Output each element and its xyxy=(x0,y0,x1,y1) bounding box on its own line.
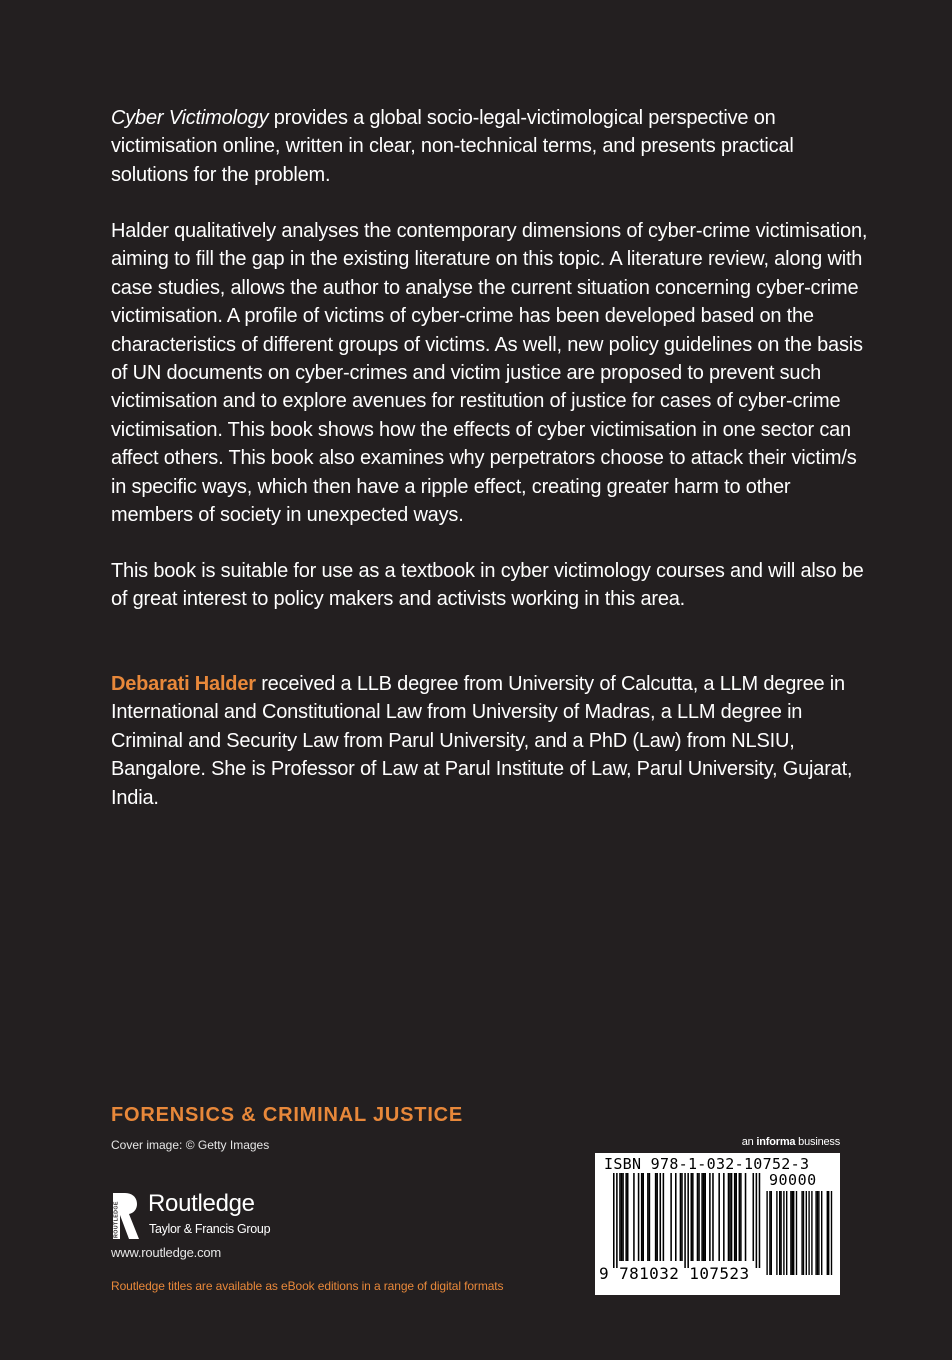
barcode-bar xyxy=(723,1173,725,1261)
informa-brand: informa xyxy=(756,1136,796,1148)
cover-credit: Cover image: © Getty Images xyxy=(111,1138,270,1152)
barcode-bar xyxy=(642,1173,644,1261)
author-bio xyxy=(111,670,871,812)
barcode-bar xyxy=(718,1173,720,1261)
barcode-bar xyxy=(739,1173,741,1261)
isbn-barcode xyxy=(595,1153,840,1295)
routledge-mark-icon xyxy=(111,1192,141,1240)
isbn-text: ISBN 978-1-032-10752-3 xyxy=(604,1155,810,1173)
barcode-bar xyxy=(675,1173,677,1261)
routledge-vertical-mark: ROUTLEDGE xyxy=(113,1201,120,1238)
barcode-addon-number: 90000 xyxy=(769,1171,817,1189)
barcode-bar xyxy=(745,1173,747,1261)
ean-digits: 9 781032 107523 xyxy=(599,1264,750,1283)
addon-bar xyxy=(808,1191,809,1275)
barcode-bar xyxy=(735,1173,737,1261)
barcode-bar xyxy=(621,1173,623,1261)
barcode-bar xyxy=(756,1173,758,1268)
ebook-note: Routledge titles are available as eBook editions in a range of digital formats xyxy=(111,1279,504,1293)
addon-bar xyxy=(779,1191,780,1275)
addon-bar xyxy=(769,1191,770,1275)
author-name: Debarati Halder xyxy=(111,673,256,695)
subject-category: FORENSICS & CRIMINAL JUSTICE xyxy=(111,1104,464,1126)
addon-bar xyxy=(815,1191,816,1275)
informa-prefix: an xyxy=(741,1136,757,1148)
barcode-bar xyxy=(691,1173,693,1261)
barcode-bar xyxy=(684,1173,686,1268)
barcode-bar xyxy=(655,1173,657,1261)
blurb-paragraph-2: Halder qualitatively analyses the contemporary dimensions of cyber-crime victimisation, aiming to fill the gap in the existing literature on this topic. A literature review, along with case studies, allows the author to analyse the current situation concerning cyber-crime victimisation. A profile of victims of cyber-crime has been developed based on the characteristics of different groups of victims. As well, new policy guidelines on the basis of UN documents on cyber-crimes and victim justice are proposed to prevent such victimisation and to explore avenues for restitution of justice for cases of cyber-crime victimisation. This book shows how the effects of cyber victimisation in one sector can affect others. This book also examines why perpetrators choose to attack their victim/s in specific ways, which then have a ripple effect, creating greater harm to other members of society in unexpected ways. xyxy=(111,220,868,527)
barcode-bar xyxy=(616,1173,618,1268)
blurb-paragraph-3: This book is suitable for use as a textbook in cyber victimology courses and will also be of great interest to policy makers and activists working in this area. xyxy=(111,560,864,611)
barcode-bar xyxy=(759,1173,761,1268)
addon-bar xyxy=(793,1191,794,1275)
addon-bar xyxy=(776,1191,777,1275)
addon-bar xyxy=(831,1191,832,1275)
barcode-bar xyxy=(692,1173,694,1261)
barcode-bar xyxy=(647,1173,649,1261)
barcode-bar xyxy=(704,1173,706,1261)
addon-bar xyxy=(790,1191,791,1275)
publisher-group: Taylor & Francis Group xyxy=(149,1222,271,1236)
book-title: Cyber Victimology xyxy=(111,107,269,129)
barcode-bar xyxy=(712,1173,714,1261)
barcode-bar xyxy=(687,1173,689,1268)
barcode-bar xyxy=(613,1173,615,1268)
barcode-bar xyxy=(731,1173,733,1261)
addon-bar xyxy=(786,1191,787,1275)
addon-bar xyxy=(821,1191,822,1275)
publisher-website: www.routledge.com xyxy=(111,1245,222,1260)
addon-bar xyxy=(811,1191,812,1275)
barcode-bar xyxy=(649,1173,651,1261)
barcode-bar xyxy=(734,1173,736,1261)
barcode-bar xyxy=(641,1173,643,1261)
barcode-bar xyxy=(697,1173,699,1261)
routledge-logo xyxy=(111,1192,291,1242)
addon-bar xyxy=(801,1191,802,1275)
barcode-bar xyxy=(703,1173,705,1261)
barcode-bar xyxy=(625,1173,627,1261)
barcode-bar xyxy=(698,1173,700,1261)
barcode-bar xyxy=(681,1173,683,1261)
barcode-bar xyxy=(740,1173,742,1261)
barcode-bar xyxy=(633,1173,635,1261)
barcode-bar xyxy=(619,1173,621,1261)
author-bio-text: received a LLB degree from University of Calcutta, a LLM degree in International and Constitutional Law from University of Madras, a LLM degree in Criminal and Security Law from Parul University, and a PhD (Law) from NLSIU, Bangalore. She is Professor of Law at Parul Institute of Law, Parul University, Gujarat, India. xyxy=(111,673,853,809)
addon-bar xyxy=(828,1191,829,1275)
blurb-paragraph-1 xyxy=(111,104,871,189)
informa-suffix: business xyxy=(795,1136,840,1148)
addon-bar xyxy=(792,1191,793,1275)
addon-bar xyxy=(818,1191,819,1275)
barcode-bar xyxy=(660,1173,662,1261)
addon-bar xyxy=(817,1191,818,1275)
addon-bar xyxy=(796,1191,797,1275)
barcode-bar xyxy=(663,1173,665,1261)
barcode-bar xyxy=(627,1173,629,1261)
barcode-bar xyxy=(638,1173,640,1261)
addon-bar xyxy=(766,1191,767,1275)
barcode-bar xyxy=(728,1173,730,1261)
barcode-bar xyxy=(729,1173,731,1261)
publisher-name: Routledge xyxy=(148,1190,255,1217)
addon-bar xyxy=(827,1191,828,1275)
addon-bar xyxy=(771,1191,772,1275)
barcode-bar xyxy=(753,1173,755,1261)
blurb-paragraph-1-text: provides a global socio-legal-victimological perspective on victimisation online, written in clear, non-technical terms, and presents practical solutions for the problem. xyxy=(111,107,794,186)
informa-tagline xyxy=(742,1136,840,1148)
addon-bar xyxy=(806,1191,807,1275)
barcode-bar xyxy=(670,1173,672,1261)
barcode-bar xyxy=(680,1173,682,1261)
addon-bar xyxy=(803,1191,804,1275)
barcode-bar xyxy=(709,1173,711,1261)
addon-bar xyxy=(783,1191,784,1275)
barcode-bar xyxy=(656,1173,658,1261)
barcode-bar xyxy=(622,1173,624,1261)
addon-bar xyxy=(780,1191,781,1275)
barcode-bar xyxy=(701,1173,703,1261)
